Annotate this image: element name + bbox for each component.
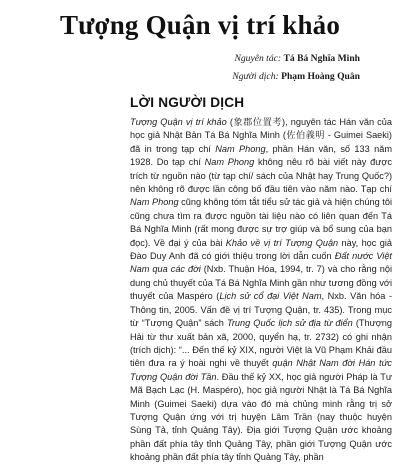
text-run: (Nxb. Thuận Hóa, 1994, tr. 7) và cho rằng nội dung chủ thuyết của Tá Bá Nghĩa Minh gần như tương đồng với thuyết của Maspéro (	[130, 264, 392, 302]
credits-block	[110, 50, 360, 86]
author-line	[110, 50, 360, 68]
text-run: cũng không tóm tắt tiểu sử tác giả và hiện chúng tôi cũng chưa tìm ra được nguồn tài liệu nào có liên quan đến Tá Bá Nghĩa Minh (rất mong được sự trợ giúp và bổ sung của bạn đọc). Về đại ý của bài	[130, 197, 392, 248]
text-run: Lịch sử cổ đại Việt Nam	[219, 291, 322, 302]
text-run: Nam Phong	[130, 197, 179, 208]
translator-label: Người dịch:	[232, 71, 279, 82]
text-run: . Đầu thế kỷ XX, học giả người Pháp là Tư Mã Bạch Lạc (H. Maspéro), học giả người Nhật là Tá Bá Nghĩa Minh (Guimei Saeki) dựa vào đó mà chủng minh rằng trị sở Tượng Quận ứng với trị huyện Lâm Trần (nay thuộc huyện Sùng Tả, tỉnh Quảng Tây). Địa giới Tượng Quận ước khoảng phần đất phía tây tỉnh Quảng Tây, phần giới Tượng Quận ước khoảng phần đất phía tây tỉnh Quảng Tây, phần	[130, 371, 392, 463]
text-run: Đất nước Việt Nam qua các đời	[130, 251, 392, 275]
translator-line	[110, 68, 360, 86]
text-run: Tượng Quận vị trí khảo	[130, 117, 227, 127]
body-text	[130, 116, 392, 465]
section-heading: LỜI NGƯỜI DỊCH	[130, 95, 245, 110]
author-label: Nguyên tác:	[234, 53, 282, 64]
text-run: (Thượng Hải từ thư xuất bản xã, 2000, quyển hạ, tr. 2732) có ghi nhận (trích dịch): “... Đến thế kỷ XIX, người Việt là Vũ Phạm Khải đầu tiên đưa ra ý hoài nghi về thuyết	[130, 318, 392, 369]
paragraph	[130, 116, 392, 465]
text-run: , phần Hán văn, số 133 năm 1928. Do tạp chí	[130, 143, 393, 168]
text-run: , Nxb. Văn hóa - Thông tin, 2005. Vấn đề vị trí Tượng Quận, tr. 435). Trong mục từ “Tượng Quận” sách	[130, 291, 393, 329]
article-title: Tượng Quận vị trí khảo	[59, 10, 341, 40]
translator-name: Phạm Hoàng Quân	[281, 71, 360, 82]
text-run: quận Nhật Nam đời Hán tức Tượng Quận đời Tần	[130, 358, 392, 382]
text-run: (象郡位置考), nguyên tác Hán văn của học giả Nhật Bản Tá Bá Nghĩa Minh (佐伯義明 - Guimei Saeki) đã in trong tạp chí	[130, 117, 392, 154]
text-run: này, học giả Đào Duy Anh đã có giới thiệu trong lời dẫn cuốn	[130, 237, 393, 262]
text-run: không nêu rõ bài viết này được trích từ nguồn nào (từ tạp chí/ sách của Nhật hay Trung Quốc?) nên không rõ được lần công bố đầu tiên vào năm nào. Tạp chí	[130, 157, 392, 195]
text-run: Nam Phong	[215, 143, 266, 154]
text-run: Trung Quốc lịch sử địa từ điển	[226, 318, 353, 329]
text-run: Nam Phong	[204, 157, 255, 168]
text-run: Khảo về vị trí Tượng Quận	[225, 237, 339, 248]
author-name: Tá Bá Nghĩa Minh	[283, 53, 360, 64]
